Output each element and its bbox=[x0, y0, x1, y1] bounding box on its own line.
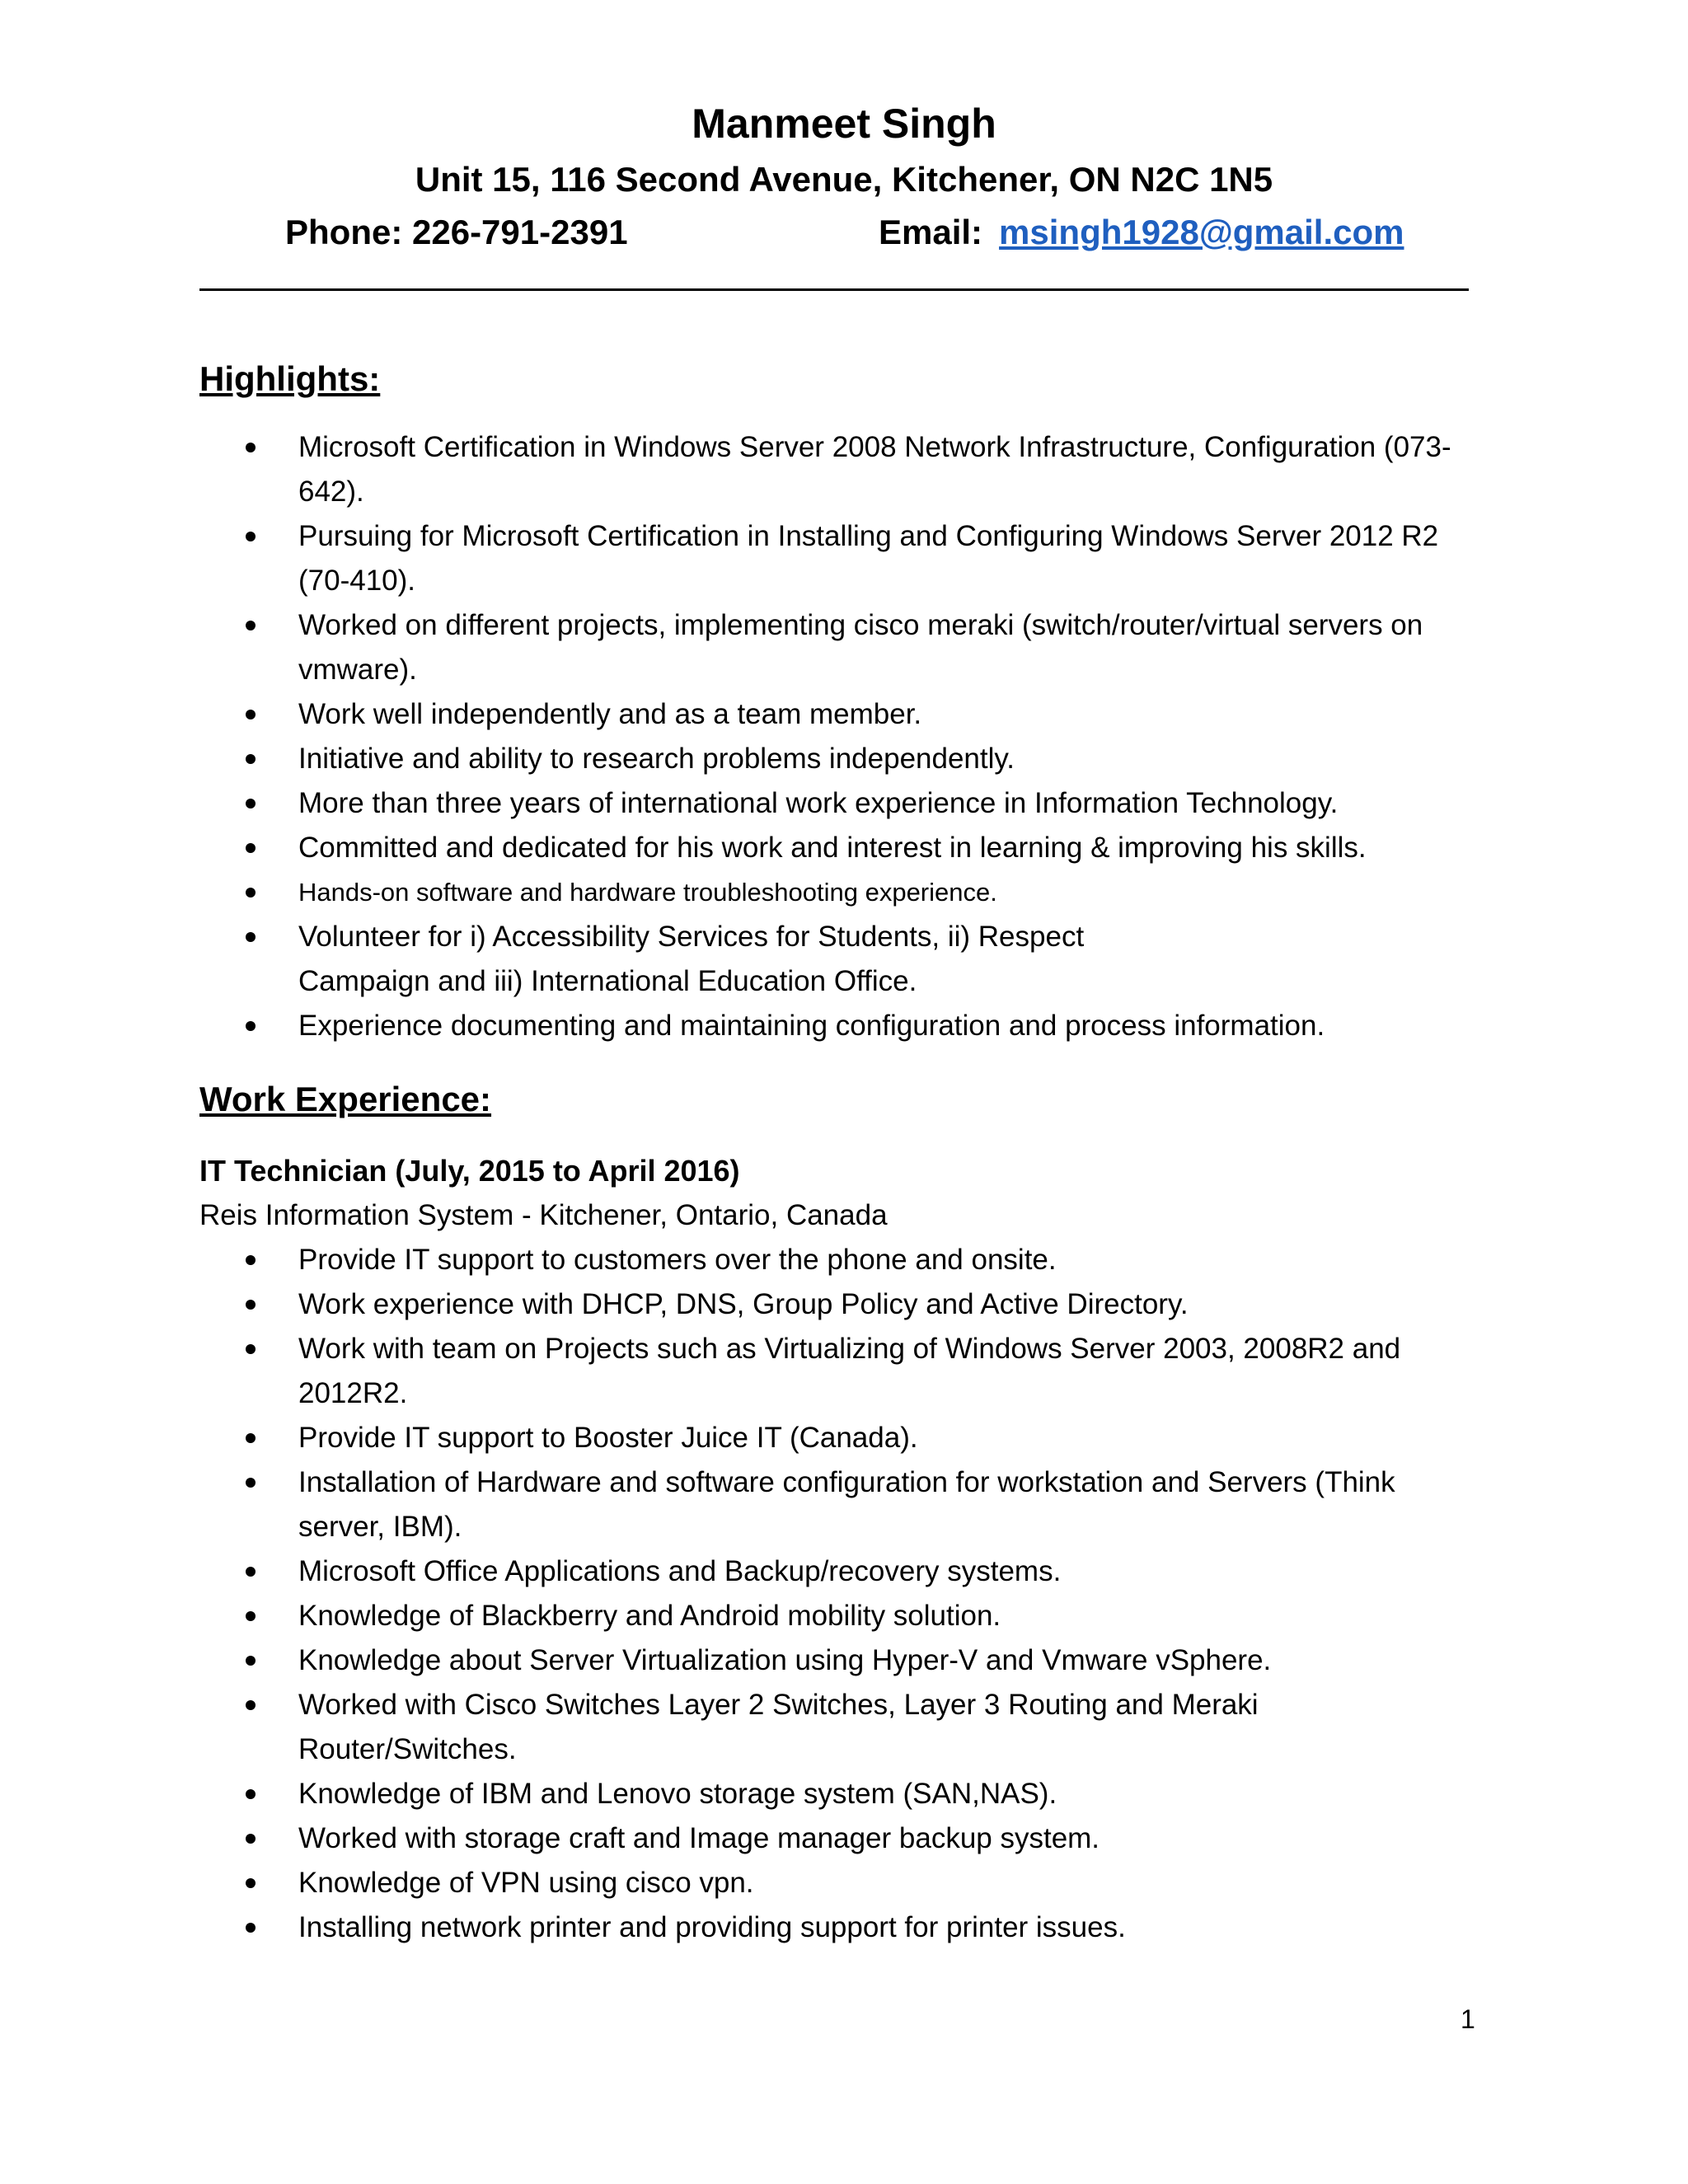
bullet-icon bbox=[246, 1478, 256, 1488]
bullet-icon bbox=[246, 1789, 256, 1799]
list-item: Knowledge of VPN using cisco vpn. bbox=[199, 1861, 1485, 1905]
job-title: IT Technician (July, 2015 to April 2016) bbox=[199, 1154, 740, 1188]
list-item: More than three years of international work experience in Information Technology. bbox=[199, 781, 1485, 826]
list-item: Knowledge of Blackberry and Android mobility solution. bbox=[199, 1594, 1485, 1638]
header-divider bbox=[199, 288, 1469, 291]
bullet-icon bbox=[246, 532, 256, 541]
list-item: Work experience with DHCP, DNS, Group Policy and Active Directory. bbox=[199, 1282, 1485, 1327]
bullet-icon bbox=[246, 1255, 256, 1265]
list-item: Worked with Cisco Switches Layer 2 Switches, Layer 3 Routing and Meraki Router/Switches. bbox=[199, 1683, 1485, 1772]
bullet-icon bbox=[246, 1834, 256, 1844]
bullet-icon bbox=[246, 1433, 256, 1443]
list-item: Worked with storage craft and Image manager backup system. bbox=[199, 1816, 1485, 1861]
list-item: Knowledge of IBM and Lenovo storage system (SAN,NAS). bbox=[199, 1772, 1485, 1816]
bullet-icon bbox=[246, 1611, 256, 1621]
email-label: Email: bbox=[879, 213, 983, 251]
list-item: Installation of Hardware and software configuration for workstation and Servers (Think server, IBM). bbox=[199, 1460, 1485, 1549]
bullet-icon bbox=[246, 754, 256, 764]
list-item: Work with team on Projects such as Virtualizing of Windows Server 2003, 2008R2 and 2012R2. bbox=[199, 1327, 1485, 1416]
list-item: Initiative and ability to research problems independently. bbox=[199, 737, 1485, 781]
list-item: Hands-on software and hardware troubleshooting experience. bbox=[199, 870, 1485, 915]
list-item: Provide IT support to customers over the phone and onsite. bbox=[199, 1238, 1485, 1282]
bullet-icon bbox=[246, 1700, 256, 1710]
bullet-icon bbox=[246, 1878, 256, 1888]
bullet-icon bbox=[246, 1567, 256, 1577]
page-number: 1 bbox=[1461, 2004, 1475, 2034]
bullet-icon bbox=[246, 621, 256, 630]
bullet-icon bbox=[246, 1300, 256, 1310]
candidate-phone: Phone: 226-791-2391 bbox=[285, 213, 628, 251]
list-item: Experience documenting and maintaining configuration and process information. bbox=[199, 1004, 1485, 1048]
list-item: Microsoft Certification in Windows Server 2008 Network Infrastructure, Configuration (073-642). bbox=[199, 425, 1485, 514]
list-item: Installing network printer and providing support for printer issues. bbox=[199, 1905, 1485, 1950]
bullet-icon bbox=[246, 1656, 256, 1666]
highlights-list bbox=[199, 425, 1485, 1048]
list-item: Work well independently and as a team member. bbox=[199, 692, 1485, 737]
candidate-email-line bbox=[879, 208, 1404, 257]
list-item: Knowledge about Server Virtualization using Hyper-V and Vmware vSphere. bbox=[199, 1638, 1485, 1683]
bullet-icon bbox=[246, 710, 256, 719]
bullet-icon bbox=[246, 1021, 256, 1031]
highlights-heading: Highlights: bbox=[199, 359, 381, 398]
work-duties-list bbox=[199, 1238, 1485, 1950]
company-line: Reis Information System - Kitchener, Ontario, Canada bbox=[199, 1199, 888, 1231]
bullet-icon bbox=[246, 932, 256, 942]
bullet-icon bbox=[246, 843, 256, 853]
bullet-icon bbox=[246, 1923, 256, 1933]
email-link[interactable]: msingh1928@gmail.com bbox=[999, 213, 1404, 251]
list-item: Worked on different projects, implementing cisco meraki (switch/router/virtual servers on vmware). bbox=[199, 603, 1485, 692]
candidate-name: Manmeet Singh bbox=[692, 101, 996, 147]
bullet-icon bbox=[246, 799, 256, 808]
candidate-address: Unit 15, 116 Second Avenue, Kitchener, ON N2C 1N5 bbox=[415, 160, 1273, 199]
list-item: Pursuing for Microsoft Certification in Installing and Configuring Windows Server 2012 R2 (70-410). bbox=[199, 514, 1485, 603]
list-item: Provide IT support to Booster Juice IT (Canada). bbox=[199, 1416, 1485, 1460]
bullet-icon bbox=[246, 1344, 256, 1354]
work-experience-heading: Work Experience: bbox=[199, 1080, 492, 1118]
list-item: Committed and dedicated for his work and interest in learning & improving his skills. bbox=[199, 826, 1485, 870]
bullet-icon bbox=[246, 443, 256, 452]
list-item: Microsoft Office Applications and Backup/recovery systems. bbox=[199, 1549, 1485, 1594]
list-item: Volunteer for i) Accessibility Services for Students, ii) Respect Campaign and iii) International Education Office. bbox=[199, 915, 1485, 1004]
bullet-icon bbox=[246, 888, 256, 898]
